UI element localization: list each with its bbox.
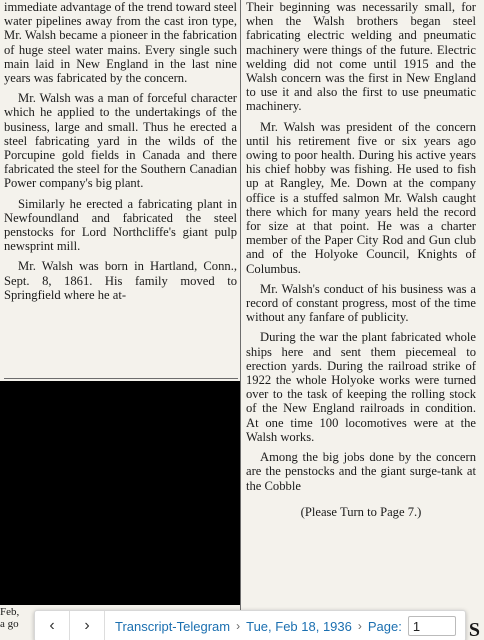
turn-notice: (Please Turn to Page 7.)	[300, 504, 422, 519]
chevron-right-icon: ›	[84, 617, 90, 634]
article-end-rule	[4, 378, 238, 379]
breadcrumb	[105, 616, 456, 636]
page-label: Page:	[367, 618, 402, 634]
breadcrumb-separator: ›	[357, 619, 362, 633]
article-right-column	[246, 0, 476, 519]
article-paragraph: During the war the plant fabricated whole ships here and sent them piecemeal to erection yards. During the railroad strike of 1922 the whole Holyoke works were turned over to the task of keeping the rolling stock of the New England railroads in condition. At one time 100 locomotives were at the Walsh works.	[246, 330, 476, 444]
article-paragraph: Similarly he erected a fabricating plant in Newfoundland and fabricated the steel penstocks for Lord Northcliffe's giant pulp newsprint mill.	[4, 196, 237, 254]
page-navigation-bar	[34, 610, 466, 640]
article-paragraph: Mr. Walsh was born in Hartland, Conn., Sept. 8, 1861. His family moved to Springfield where he at-	[4, 259, 237, 302]
edge-text	[0, 606, 19, 630]
article-paragraph: Mr. Walsh's conduct of his business was a record of constant progress, most of the time without any fanfare of publicity.	[246, 281, 476, 325]
next-page-button[interactable]	[70, 611, 104, 640]
edge-text-line: Feb,	[0, 606, 20, 618]
page-number-input[interactable]	[408, 616, 456, 636]
article-paragraph: Among the big jobs done by the concern are the penstocks and the giant surge-tank at the Cobble	[246, 450, 476, 493]
breadcrumb-publication-link[interactable]: Transcript-Telegram	[115, 618, 231, 634]
article-paragraph: Their beginning was necessarily small, for when the Walsh brothers began steel fabricating electric welding and pneumatic machinery were things of the future. Electric welding did not come until 1915 and the Walsh concern was the first in New England to use it and also the first to use pneumatic machinery.	[246, 0, 476, 114]
previous-page-button[interactable]	[35, 611, 69, 640]
chevron-left-icon: ‹	[49, 617, 55, 634]
edge-text-line: a go	[0, 618, 19, 630]
article-paragraph: immediate advantage of the trend toward steel water pipelines away from the cast iron type, Mr. Walsh became a pioneer in the fabrication of huge steel water mains. Every single such main laid in New England in the last nine years was fabricated by the concern.	[4, 0, 237, 86]
breadcrumb-date-link[interactable]: Tue, Feb 18, 1936	[246, 618, 352, 634]
unscanned-black-area	[0, 381, 240, 605]
article-paragraph: Mr. Walsh was president of the concern until his retirement five or six years ago owing to poor health. During his active years his chief hobby was fishing. He used to fish up at Rangley, Me. Down at the company office is a stuffed salmon Mr. Walsh caught there which for many years held the record for size at that point. He was a charter member of the Paper City Rod and Gun club and of the Holyoke Council, Knights of Columbus.	[246, 119, 476, 276]
column-divider	[240, 0, 241, 612]
breadcrumb-separator: ›	[236, 619, 241, 633]
edge-char: S	[468, 619, 480, 640]
article-paragraph: Mr. Walsh was a man of forceful character which he applied to the undertakings of the business, large and small. Thus he erected a steel fabricating yard in the wilds of the Porcupine gold fields in Canada and there fabricated the steel for the Southern Canadian Power company's big plant.	[4, 91, 237, 191]
article-left-column	[4, 0, 237, 302]
